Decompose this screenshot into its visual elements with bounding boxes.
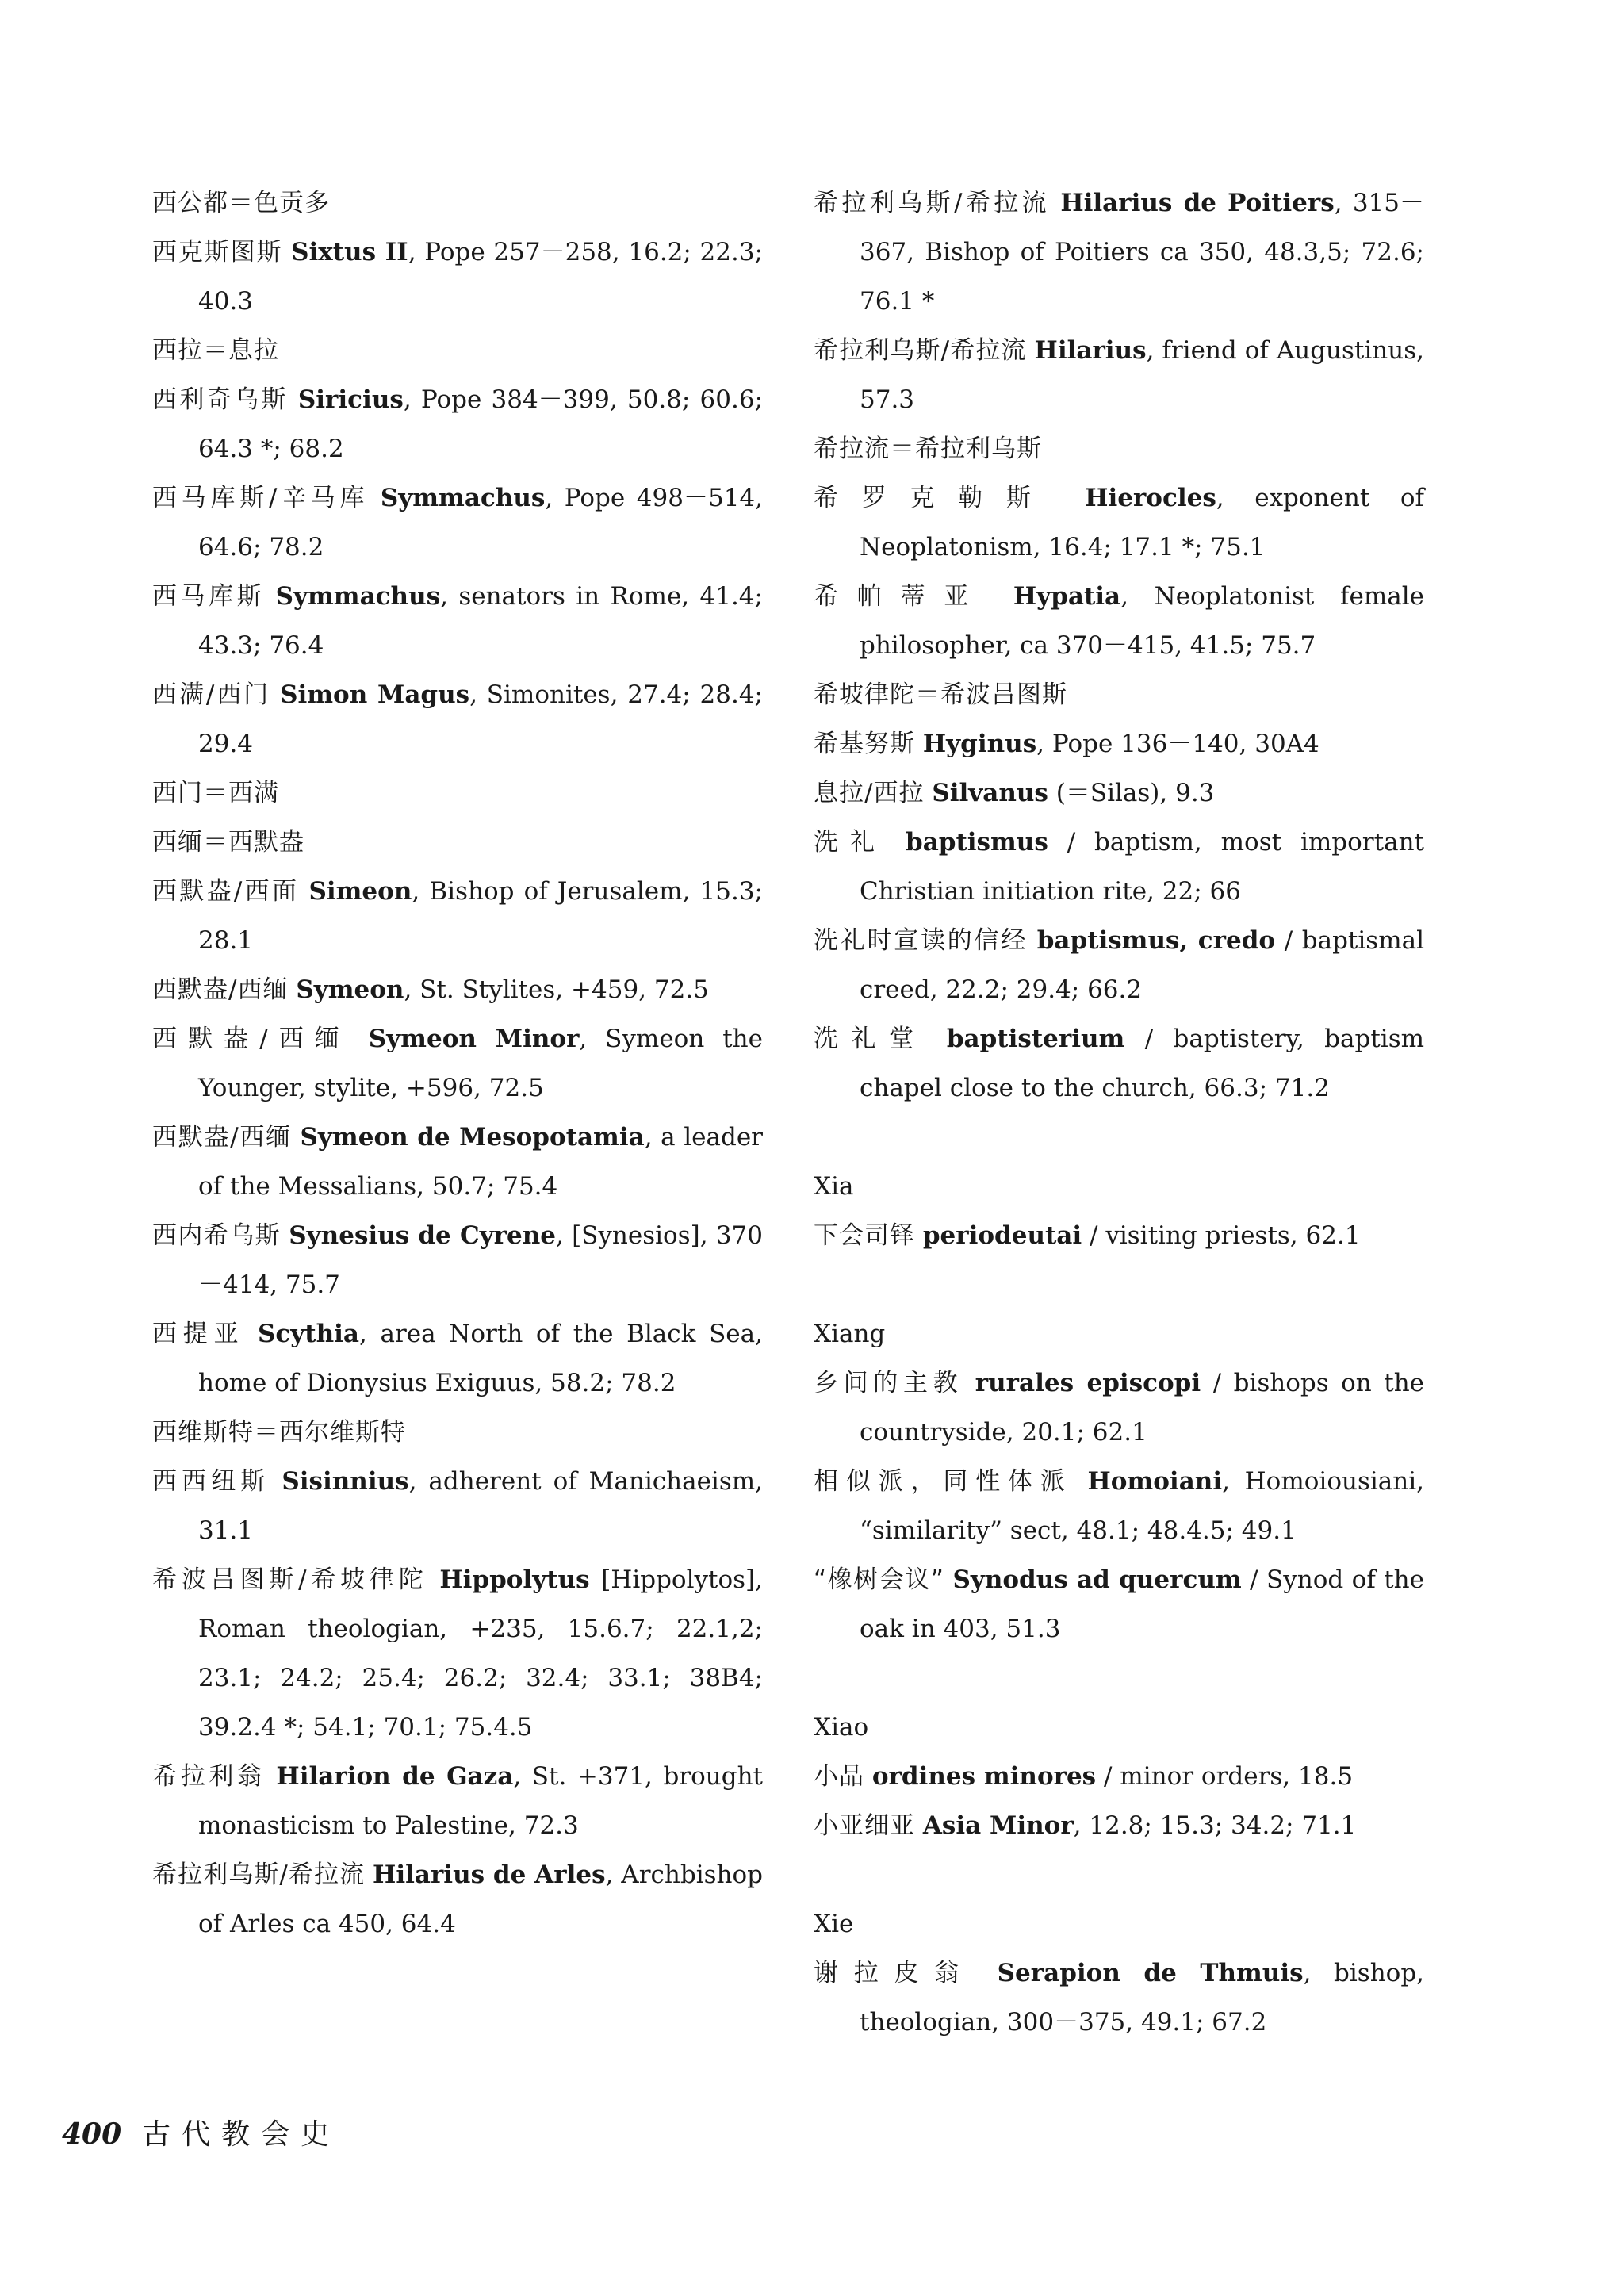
entry-details: / baptismal creed, 22.2; 29.4; 66.2 <box>860 926 1425 1004</box>
entry-latin-term: Symeon <box>296 975 404 1004</box>
entry-chinese-term: 希波吕图斯/希坡律陀 <box>152 1565 428 1594</box>
index-entry <box>814 1211 1424 1260</box>
entry-details: , adherent of Manichaeism, 31.1 <box>198 1467 763 1545</box>
index-entry <box>814 178 1424 326</box>
entry-latin-term: ordines minores <box>871 1762 1097 1791</box>
entry-latin-term: Scythia <box>258 1320 359 1348</box>
entry-chinese-term: 相似派，同性体派 <box>814 1467 1073 1496</box>
index-entry <box>152 1555 763 1752</box>
entry-latin-term: baptismus, credo <box>1036 926 1276 955</box>
section-heading: Xie <box>814 1910 854 1938</box>
index-entry <box>814 1014 1424 1113</box>
entry-chinese-term: 洗礼 <box>814 828 887 856</box>
entry-details: , 12.8; 15.3; 34.2; 71.1 <box>1073 1811 1357 1840</box>
entry-chinese-term: 西默盎/西面 <box>152 877 300 906</box>
index-entry <box>814 818 1424 916</box>
entry-latin-term: Symeon de Mesopotamia <box>300 1123 645 1152</box>
entry-details: , Pope 136－140, 30A4 <box>1036 730 1320 758</box>
book-title: 古代教会史 <box>142 2118 341 2151</box>
section-heading: Xiang <box>814 1320 886 1348</box>
index-column-right <box>814 178 1424 2047</box>
entry-latin-term: Synesius de Cyrene <box>289 1221 556 1250</box>
entry-details: , Bishop of Jerusalem, 15.3; 28.1 <box>198 877 763 955</box>
entry-details: (＝Silas), 9.3 <box>1048 779 1215 807</box>
entry-chinese-term: 西克斯图斯 <box>152 238 283 266</box>
index-entry <box>152 1408 763 1457</box>
index-entry <box>814 1752 1424 1801</box>
entry-details: , friend of Augustinus, 57.3 <box>860 336 1424 414</box>
entry-latin-term: baptismus <box>906 828 1048 856</box>
index-entry <box>814 1555 1424 1654</box>
entry-latin-term: Sixtus II <box>291 238 408 266</box>
entry-latin-term: Symmachus <box>380 484 546 512</box>
index-entry <box>152 818 763 867</box>
index-entry <box>152 1113 763 1211</box>
entry-chinese-term: 西维斯特＝西尔维斯特 <box>152 1418 406 1447</box>
entry-details: / minor orders, 18.5 <box>1096 1762 1354 1791</box>
index-entry <box>152 867 763 965</box>
entry-chinese-term: 洗礼堂 <box>814 1025 927 1053</box>
entry-chinese-term: “橡树会议” <box>814 1565 944 1594</box>
index-entry <box>152 670 763 768</box>
index-entry <box>152 228 763 326</box>
entry-chinese-term: 西拉＝息拉 <box>152 336 279 365</box>
index-entry <box>814 719 1424 768</box>
index-entry <box>814 326 1424 424</box>
entry-chinese-term: 西内希乌斯 <box>152 1221 282 1250</box>
entry-details: , bishop, theologian, 300－375, 49.1; 67.2 <box>860 1959 1425 2037</box>
entry-details: , Simonites, 27.4; 28.4; 29.4 <box>198 680 764 758</box>
entry-latin-term: Symmachus <box>275 582 441 611</box>
entry-latin-term: Hilarius de Poitiers <box>1060 189 1335 217</box>
entry-latin-term: Hilarius de Arles <box>373 1861 606 1889</box>
entry-chinese-term: 小亚细亚 <box>814 1811 915 1840</box>
entry-details: / baptistery, baptism chapel close to the church, 66.3; 71.2 <box>860 1025 1425 1102</box>
entry-latin-term: Hippolytus <box>439 1565 590 1594</box>
index-column-left <box>152 178 763 1949</box>
index-entry <box>814 670 1424 719</box>
entry-chinese-term: 希拉利乌斯/希拉流 <box>152 1861 366 1889</box>
entry-chinese-term: 息拉/西拉 <box>814 779 925 807</box>
index-entry <box>152 326 763 375</box>
entry-chinese-term: 西默盎/西缅 <box>152 1123 292 1152</box>
entry-chinese-term: 西马库斯 <box>152 582 266 611</box>
entry-chinese-term: 西公都＝色贡多 <box>152 189 330 217</box>
index-entry <box>152 473 763 572</box>
entry-chinese-term: 希坡律陀＝希波吕图斯 <box>814 680 1067 709</box>
entry-latin-term: Simon Magus <box>280 680 470 709</box>
entry-details: , Archbishop of Arles ca 450, 64.4 <box>198 1861 763 1938</box>
section-heading: Xiao <box>814 1713 869 1742</box>
entry-details: / baptism, most important Christian initiation rite, 22; 66 <box>860 828 1424 906</box>
entry-details: , exponent of Neoplatonism, 16.4; 17.1 *; 75.1 <box>860 484 1424 561</box>
entry-chinese-term: 西缅＝西默盎 <box>152 828 304 856</box>
entry-chinese-term: 谢拉皮翁 <box>814 1959 975 1987</box>
entry-chinese-term: 下会司铎 <box>814 1221 915 1250</box>
index-entry <box>814 768 1424 818</box>
section-spacer <box>814 1654 1424 1703</box>
section-spacer <box>814 1260 1424 1309</box>
section-heading: Xia <box>814 1172 854 1201</box>
entry-latin-term: Hilarion de Gaza <box>276 1762 514 1791</box>
index-entry <box>814 1359 1424 1457</box>
entry-chinese-term: 西门＝西满 <box>152 779 279 807</box>
index-entry <box>152 1014 763 1113</box>
index-entry <box>152 1850 763 1949</box>
entry-latin-term: Hilarius <box>1034 336 1147 365</box>
entry-details: , senators in Rome, 41.4; 43.3; 76.4 <box>198 582 764 660</box>
entry-details: , Neoplatonist female philosopher, ca 370－415, 41.5; 75.7 <box>860 582 1425 660</box>
entry-chinese-term: 希基努斯 <box>814 730 915 758</box>
entry-details: , St. Stylites, +459, 72.5 <box>404 975 709 1004</box>
entry-chinese-term: 西满/西门 <box>152 680 271 709</box>
entry-latin-term: Simeon <box>308 877 412 906</box>
entry-latin-term: Siricius <box>297 385 404 414</box>
entry-chinese-term: 西默盎/西缅 <box>152 975 289 1004</box>
index-entry <box>152 1309 763 1408</box>
entry-latin-term: Sisinnius <box>282 1467 409 1496</box>
entry-latin-term: Silvanus <box>932 779 1048 807</box>
entry-details: , [Synesios], 370－414, 75.7 <box>198 1221 764 1299</box>
entry-details: , Homoiousiani, “similarity” sect, 48.1; 48.4.5; 49.1 <box>860 1467 1424 1545</box>
index-entry <box>814 1949 1424 2047</box>
entry-chinese-term: 希罗克勒斯 <box>814 484 1055 512</box>
entry-chinese-term: 西利奇乌斯 <box>152 385 289 414</box>
entry-details: / visiting priests, 62.1 <box>1082 1221 1361 1250</box>
index-entry <box>814 572 1424 670</box>
index-entry <box>152 375 763 473</box>
index-entry <box>152 1457 763 1555</box>
entry-chinese-term: 希拉流＝希拉利乌斯 <box>814 435 1042 463</box>
entry-latin-term: Hyginus <box>922 730 1037 758</box>
section-spacer <box>814 1113 1424 1162</box>
entry-chinese-term: 希拉利翁 <box>152 1762 266 1791</box>
entry-details: , Pope 384－399, 50.8; 60.6; 64.3 *; 68.2 <box>198 385 764 463</box>
entry-details: / bishops on the countryside, 20.1; 62.1 <box>860 1369 1425 1447</box>
entry-latin-term: rurales episcopi <box>975 1369 1201 1397</box>
entry-chinese-term: 希拉利乌斯/希拉流 <box>814 336 1027 365</box>
index-entry <box>814 1457 1424 1555</box>
index-entry <box>152 1211 763 1309</box>
page-footer <box>62 2116 340 2153</box>
entry-chinese-term: 乡间的主教 <box>814 1369 963 1397</box>
index-entry <box>814 916 1424 1014</box>
entry-details: , St. +371, brought monasticism to Palestine, 72.3 <box>198 1762 763 1840</box>
entry-chinese-term: 西提亚 <box>152 1320 245 1348</box>
entry-latin-term: Synodus ad quercum <box>952 1565 1242 1594</box>
index-entry <box>152 1752 763 1850</box>
entry-details: , a leader of the Messalians, 50.7; 75.4 <box>198 1123 763 1201</box>
index-entry <box>152 178 763 228</box>
section-spacer <box>814 1850 1424 1899</box>
index-entry <box>152 768 763 818</box>
index-entry <box>152 572 763 670</box>
entry-details: , 315－367, Bishop of Poitiers ca 350, 48.3,5; 72.6; 76.1 * <box>860 189 1424 316</box>
entry-chinese-term: 西西纽斯 <box>152 1467 270 1496</box>
entry-latin-term: Homoiani <box>1087 1467 1223 1496</box>
entry-latin-term: baptisterium <box>946 1025 1125 1053</box>
entry-chinese-term: 小品 <box>814 1762 864 1791</box>
index-entry <box>814 473 1424 572</box>
entry-details: [Hippolytos], Roman theologian, +235, 15.6.7; 22.1,2; 23.1; 24.2; 25.4; 26.2; 32.4; 33.1; 38B4; 39.2.4 *; 54.1; 70.1; 75.4.5 <box>198 1565 764 1742</box>
entry-latin-term: Symeon Minor <box>368 1025 580 1053</box>
entry-details: , area North of the Black Sea, home of Dionysius Exiguus, 58.2; 78.2 <box>198 1320 763 1397</box>
entry-details: , Pope 257－258, 16.2; 22.3; 40.3 <box>198 238 764 316</box>
entry-chinese-term: 西默盎/西缅 <box>152 1025 350 1053</box>
entry-chinese-term: 希拉利乌斯/希拉流 <box>814 189 1051 217</box>
entry-latin-term: periodeutai <box>922 1221 1082 1250</box>
entry-details: / Synod of the oak in 403, 51.3 <box>860 1565 1424 1643</box>
entry-chinese-term: 西马库斯/辛马库 <box>152 484 370 512</box>
page-number: 400 <box>62 2117 122 2151</box>
entry-latin-term: Serapion de Thmuis <box>997 1959 1304 1987</box>
entry-chinese-term: 洗礼时宣读的信经 <box>814 926 1028 955</box>
index-entry <box>152 965 763 1014</box>
entry-latin-term: Hypatia <box>1013 582 1121 611</box>
entry-chinese-term: 希帕蒂亚 <box>814 582 988 611</box>
entry-details: , Symeon the Younger, stylite, +596, 72.5 <box>198 1025 763 1102</box>
index-entry <box>814 424 1424 473</box>
entry-latin-term: Hierocles <box>1085 484 1216 512</box>
entry-latin-term: Asia Minor <box>922 1811 1074 1840</box>
entry-details: , Pope 498－514, 64.6; 78.2 <box>198 484 764 561</box>
index-entry <box>814 1801 1424 1850</box>
